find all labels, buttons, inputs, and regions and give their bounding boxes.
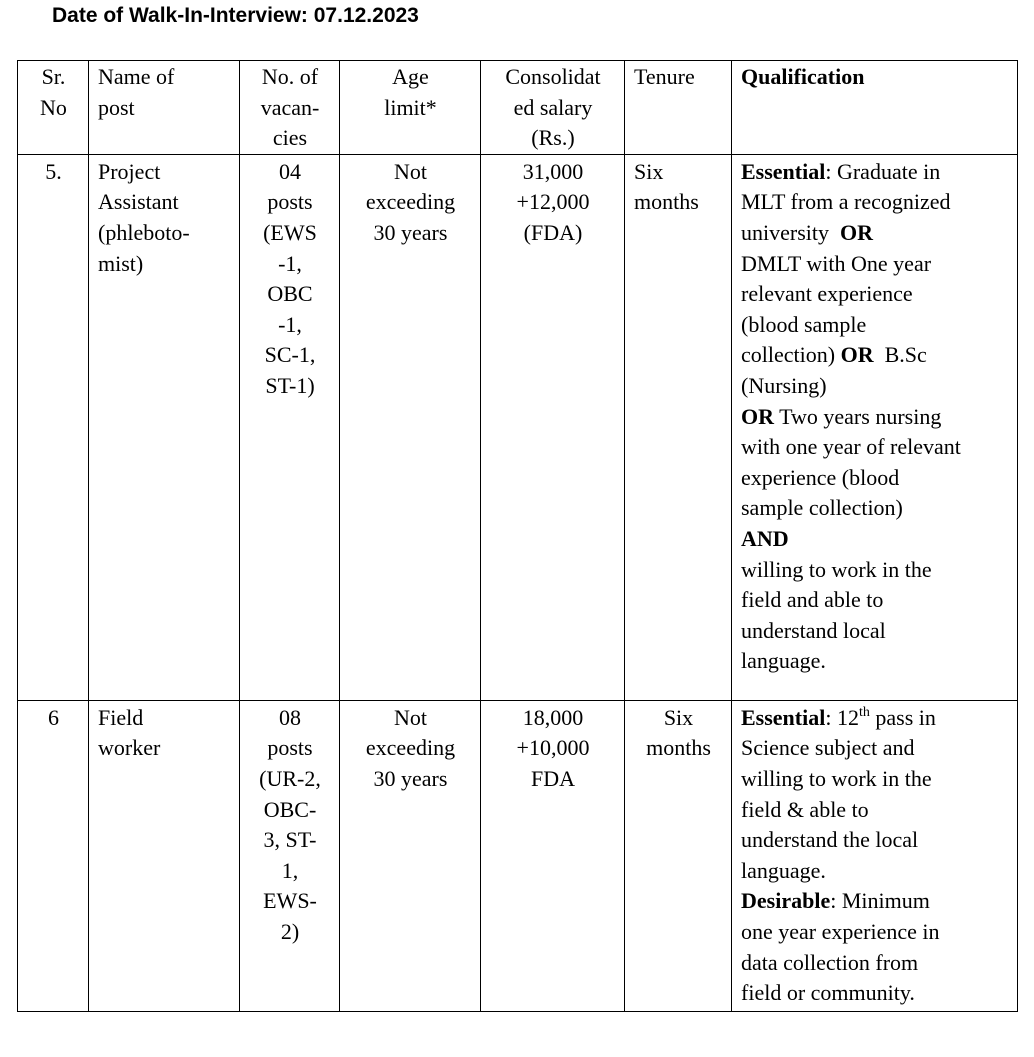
salary-cell: 18,000 +10,000 FDA <box>481 700 625 1011</box>
qualification-cell: Essential: 12th pass in Science subject and willing to work in the field & able to understand the local language. Desirable: Minimum one year experience in data collection from field or community. <box>732 700 1018 1011</box>
post-name-cell: Field worker <box>89 700 240 1011</box>
salary-cell: 31,000 +12,000 (FDA) <box>481 154 625 700</box>
header-row <box>18 61 1018 155</box>
age-limit-cell: Not exceeding 30 years <box>340 700 481 1011</box>
tenure-cell: Six months <box>625 154 732 700</box>
header-age-limit: Age limit* <box>340 61 481 155</box>
vacancy-table <box>17 60 1018 1012</box>
qualification-cell: Essential: Graduate in MLT from a recognized university OR DMLT with One year relevant experience (blood sample collection) OR B.Sc (Nursing) OR Two years nursing with one year of relevant experience (blood sample collection) AND willing to work in the field and able to understand local language. <box>732 154 1018 700</box>
header-qualification: Qualification <box>732 61 1018 155</box>
post-name-cell: Project Assistant (phleboto- mist) <box>89 154 240 700</box>
vacancies-cell: 04 posts (EWS -1, OBC -1, SC-1, ST-1) <box>240 154 340 700</box>
header-sr-no: Sr. No <box>18 61 89 155</box>
age-limit-cell: Not exceeding 30 years <box>340 154 481 700</box>
table-row <box>18 700 1018 1011</box>
header-vacancies: No. of vacan- cies <box>240 61 340 155</box>
header-tenure: Tenure <box>625 61 732 155</box>
interview-date-heading: Date of Walk-In-Interview: 07.12.2023 <box>52 4 419 27</box>
sr-no-cell: 5. <box>18 154 89 700</box>
sr-no-cell: 6 <box>18 700 89 1011</box>
table-row <box>18 154 1018 700</box>
header-name-of-post: Name of post <box>89 61 240 155</box>
vacancies-cell: 08 posts (UR-2, OBC- 3, ST- 1, EWS- 2) <box>240 700 340 1011</box>
tenure-cell: Six months <box>625 700 732 1011</box>
header-salary: Consolidat ed salary (Rs.) <box>481 61 625 155</box>
